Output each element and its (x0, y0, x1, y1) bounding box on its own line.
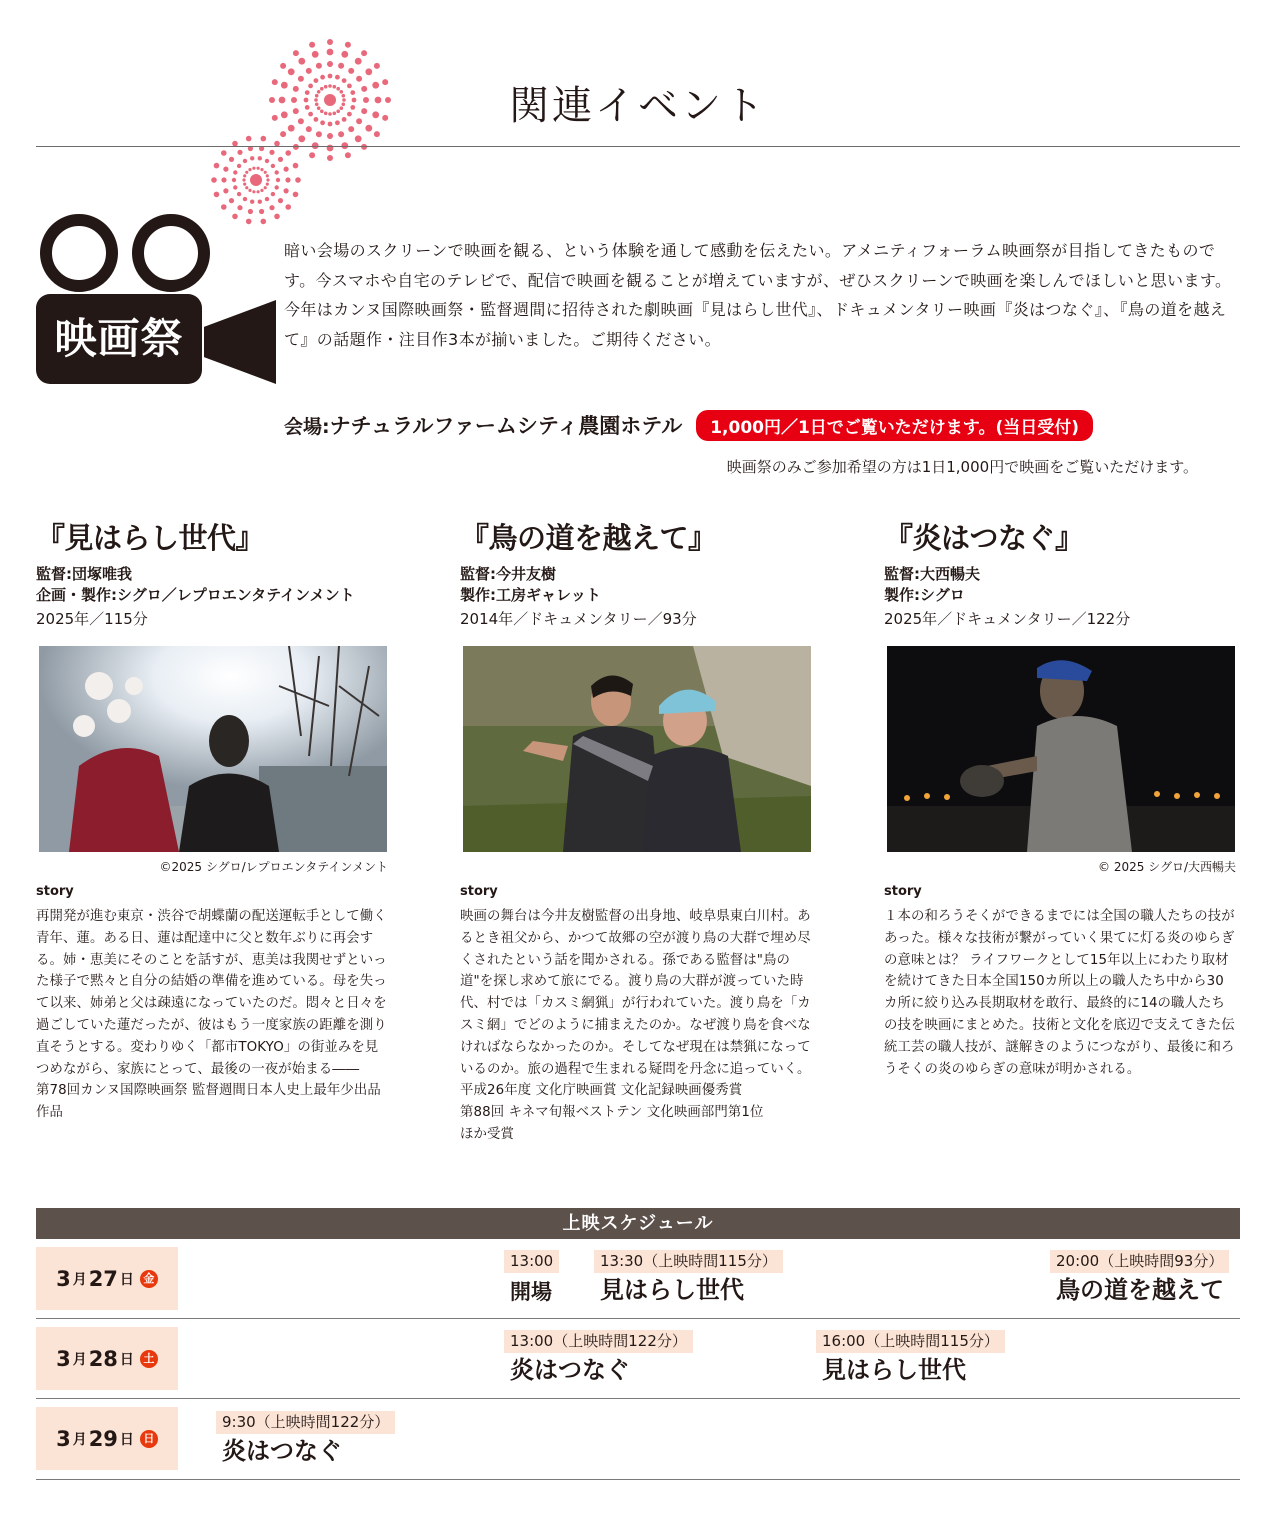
image-copyright: © 2025 シグロ/大西暢夫 (1098, 860, 1236, 874)
venue-label: 会場: (284, 415, 330, 438)
schedule-row-divider (36, 1479, 1240, 1480)
page-title: 関連イベント (509, 83, 767, 129)
schedule-time: 16:00（上映時間115分） (816, 1330, 1005, 1353)
schedule-time: 13:00 (504, 1250, 559, 1273)
date-month: 3 (56, 1426, 71, 1451)
film-festival-logo (36, 214, 276, 386)
story-text: 映画の舞台は今井友樹監督の出身地、岐阜県東白川村。あるとき祖父から、かつて故郷の空が渡り鳥の大群で埋め尽くされたという話を聞かされる。孫である監督は"鳥の道"を探し求めて旅にでる。渡り鳥の大群が渡っていた時代、村では「カスミ網猟」が行われていた。渡り鳥を「カスミ網」でどのように捕まえたのか。なぜ渡り鳥を食べなければならなかったのか。そしてなぜ現在は禁猟になっているのか。旅の過程で生まれる疑問を丹念に追っていく。 (460, 909, 811, 1077)
story-label: story (36, 884, 74, 899)
film-director: 監督:今井友樹 (460, 565, 556, 583)
schedule-row-divider (36, 1398, 1240, 1399)
film-year: 2025年／ドキュメンタリー／122分 (884, 610, 1131, 628)
story-text: 再開発が進む東京・渋谷で胡蝶蘭の配送運転手として働く青年、蓮。ある日、蓮は配達中に父と数年ぶりに再会する。姉・恵美にそのことを話すが、恵美は我関せずといった様子で黙々と自分の結婚の準備を進めている。母を失って以来、姉弟と父は疎遠になっていたのだ。悶々と日々を過ごしていた蓮だったが、彼はもう一度家族の距離を測り直そうとする。変わりゆく「都市TOKYO」の街並みを見つめながら、家族にとって、最後の一夜が始まる―― (36, 909, 387, 1077)
day-of-week-badge: 金 (140, 1270, 158, 1288)
date-month: 3 (56, 1266, 71, 1291)
schedule-title: 見はらし世代 (600, 1276, 744, 1304)
date-month-unit: 月 (72, 1431, 87, 1448)
venue-name: ナチュラルファームシティ農園ホテル (329, 414, 683, 438)
price-badge: 1,000円／1日でご覧いただけます。(当日受付) (696, 410, 1093, 441)
film-reel-icon (132, 214, 210, 292)
logo-label: 映画祭 (36, 294, 202, 384)
date-day-unit: 日 (119, 1351, 134, 1368)
intro-text (284, 236, 1234, 354)
day-of-week-badge: 土 (140, 1350, 158, 1368)
schedule-row-divider (36, 1318, 1240, 1319)
story-label: story (884, 884, 922, 899)
film-award-note: 第78回カンヌ国際映画祭 監督週間日本人史上最年少出品作品 (36, 1083, 381, 1121)
schedule-date (36, 1247, 178, 1310)
schedule-title: 炎はつなぐ (510, 1356, 630, 1384)
film-card (460, 518, 812, 1142)
film-producer: 企画・製作:シグロ／レプロエンタテインメント (36, 586, 355, 604)
intro-paragraph: 今年はカンヌ国際映画祭・監督週間に招待された劇映画『見はらし世代』、ドキュメンタリー映画『炎はつなぐ』、『鳥の道を越えて』の話題作・注目作3本が揃いました。ご期待ください。 (284, 300, 1227, 349)
date-month-unit: 月 (72, 1271, 87, 1288)
film-still-image (39, 646, 387, 852)
film-reel-icon (40, 214, 118, 292)
date-month-unit: 月 (72, 1351, 87, 1368)
film-director: 監督:大西暢夫 (884, 565, 980, 583)
fireworks-decoration (200, 38, 410, 228)
schedule-header: 上映スケジュール (36, 1208, 1240, 1239)
film-producer: 製作:工房ギャレット (460, 586, 601, 604)
film-still-image (887, 646, 1235, 852)
title-divider (36, 146, 1240, 147)
film-title: 『見はらし世代』 (36, 521, 265, 555)
schedule-title: 炎はつなぐ (222, 1437, 342, 1465)
film-year: 2014年／ドキュメンタリー／93分 (460, 610, 697, 628)
film-card (36, 518, 388, 1121)
date-day-unit: 日 (119, 1431, 134, 1448)
story-text: １本の和ろうそくができるまでには全国の職人たちの技があった。様々な技術が繋がっていく果てに灯る炎のゆらぎの意味とは？ ライフワークとして15年以上にわたり取材を続けてきた日本全国150カ所以上の職人たち中から30カ所に絞り込み長期取材を敢行、最終的に14の職人たちの技を映画にまとめた。技術と文化を底辺で支えてきた伝統工芸の職人技が、謎解きのようにつながり、最後に和ろうそくの炎のゆらぎの意味が明かされる。 (884, 909, 1235, 1077)
intro-paragraph: 暗い会場のスクリーンで映画を観る、という体験を通して感動を伝えたい。アメニティフォーラム映画祭が目指してきたものです。今スマホや自宅のテレビで、配信で映画を観ることが増えていますが、ぜひスクリーンで映画を楽しんでほしいと思います。 (284, 241, 1232, 290)
schedule-time: 20:00（上映時間93分） (1050, 1250, 1229, 1273)
camera-lens-icon (204, 300, 276, 384)
date-day: 27 (88, 1266, 118, 1291)
image-copyright: ©2025 シグロ/レプロエンタテインメント (159, 860, 388, 874)
date-month: 3 (56, 1346, 71, 1371)
schedule-time: 13:00（上映時間122分） (504, 1330, 693, 1353)
film-director: 監督:団塚唯我 (36, 565, 132, 583)
schedule-date (36, 1327, 178, 1390)
schedule-time: 13:30（上映時間115分） (594, 1250, 783, 1273)
film-story (460, 906, 812, 1146)
film-story (884, 906, 1236, 1080)
day-of-week-badge: 日 (140, 1430, 158, 1448)
date-day: 28 (88, 1346, 118, 1371)
venue-info (284, 408, 1093, 442)
schedule-time: 9:30（上映時間122分） (216, 1411, 395, 1434)
schedule-title: 鳥の道を越えて (1056, 1276, 1224, 1304)
schedule-title: 見はらし世代 (822, 1356, 966, 1384)
film-card (884, 518, 1236, 1077)
venue-note: 映画祭のみご参加希望の方は1日1,000円で映画をご覧いただけます。 (726, 458, 1198, 476)
story-label: story (460, 884, 498, 899)
schedule-date (36, 1407, 178, 1470)
film-producer: 製作:シグロ (884, 586, 965, 604)
date-day: 29 (88, 1426, 118, 1451)
date-day-unit: 日 (119, 1271, 134, 1288)
film-story (36, 906, 388, 1124)
film-year: 2025年／115分 (36, 610, 148, 628)
film-title: 『鳥の道を越えて』 (460, 521, 717, 555)
film-still-image (463, 646, 811, 852)
film-award-note: 平成26年度 文化庁映画賞 文化記録映画優秀賞 第88回 キネマ旬報ベストテン 文化映画部門第1位 ほか受賞 (460, 1083, 764, 1142)
schedule-title: 開場 (510, 1280, 552, 1304)
film-title: 『炎はつなぐ』 (884, 521, 1084, 555)
